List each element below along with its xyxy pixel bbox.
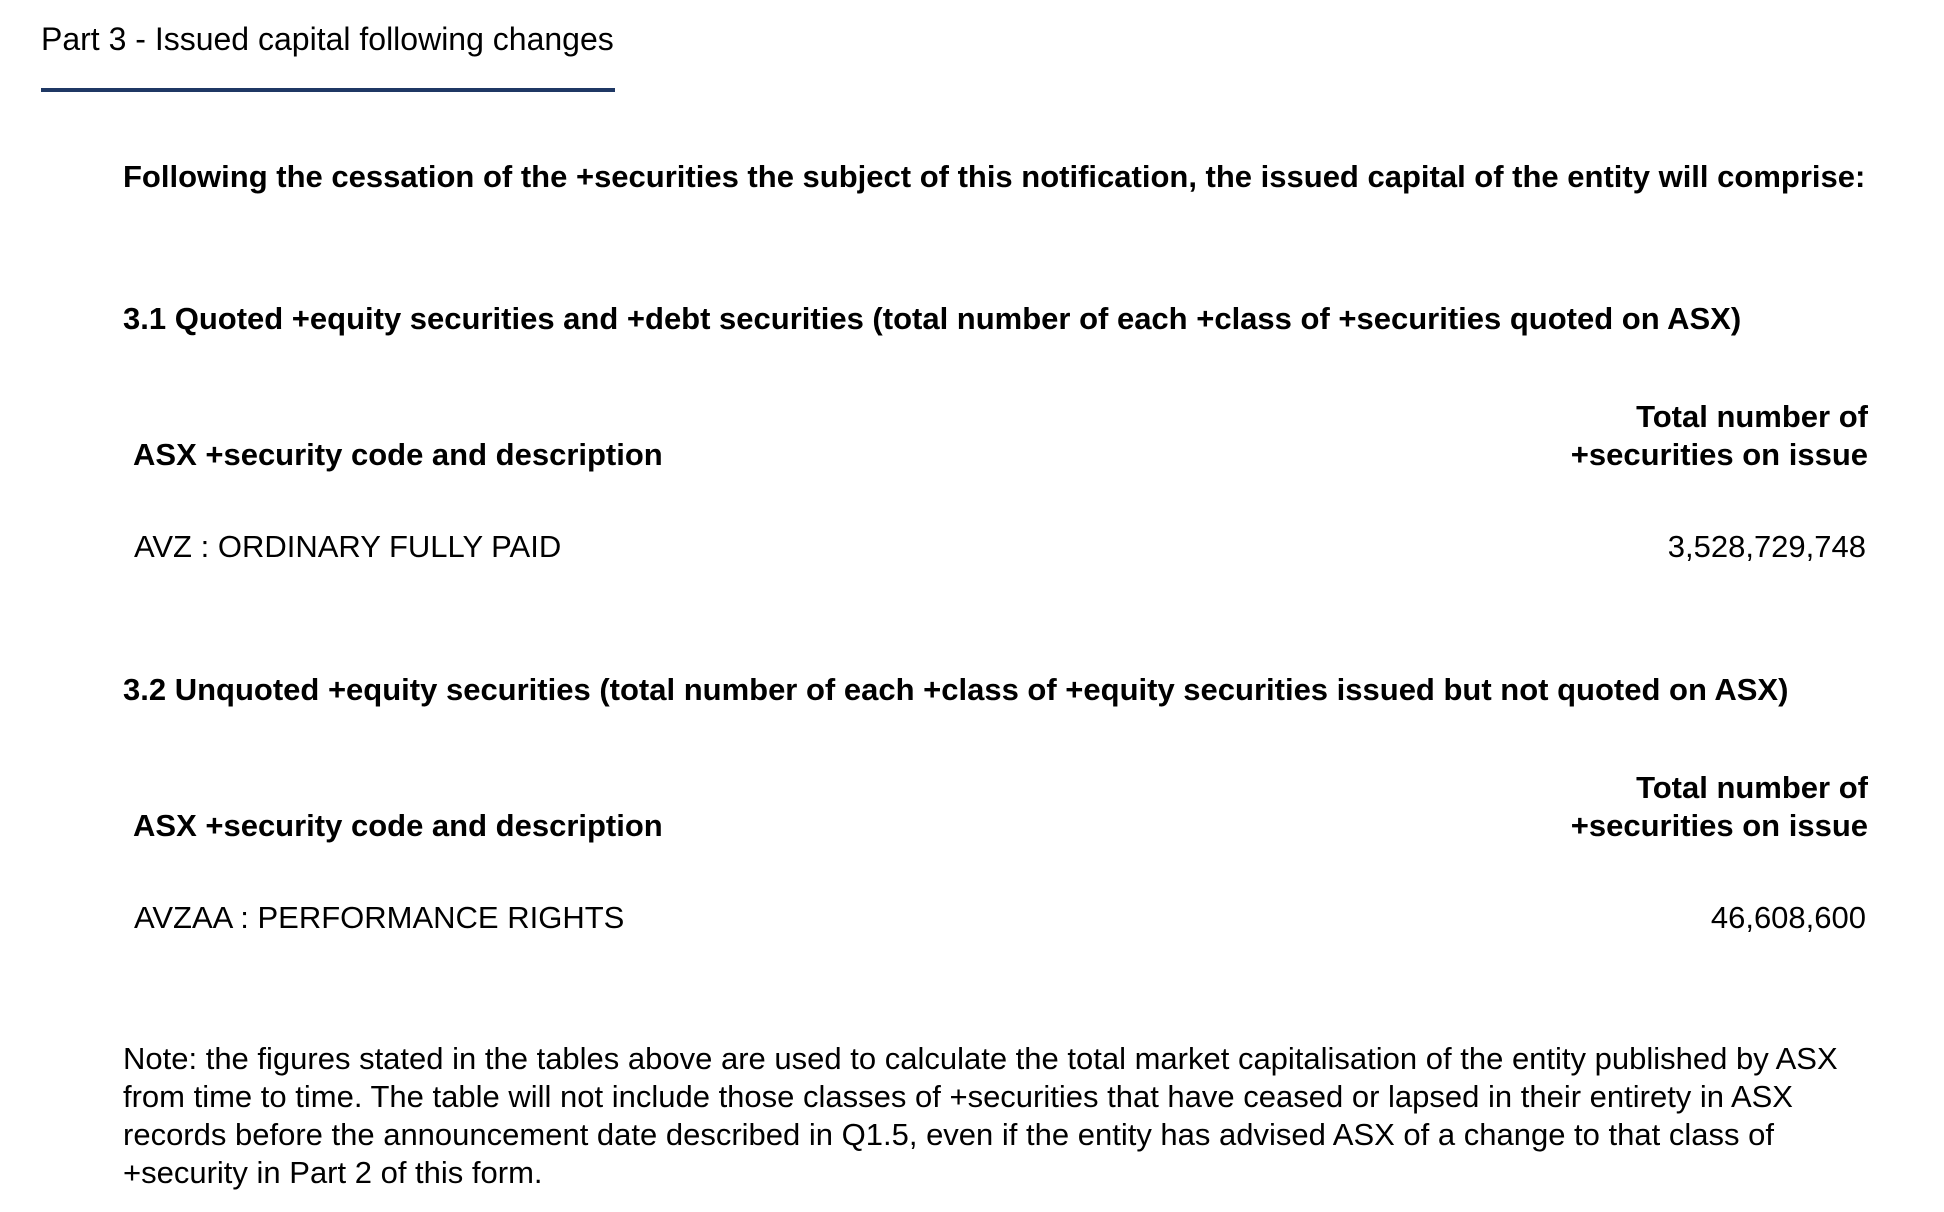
unquoted-securities-table <box>133 769 1868 938</box>
securities-total: 3,528,729,748 <box>1667 529 1866 564</box>
quoted-securities-table <box>133 398 1868 567</box>
column-header-total-line2: +securities on issue <box>1570 808 1868 843</box>
column-header-total-line1: Total number of <box>1636 399 1868 434</box>
table-header <box>133 398 1868 478</box>
table-row <box>133 898 1868 938</box>
security-description: AVZAA : PERFORMANCE RIGHTS <box>134 900 625 935</box>
column-header-total <box>1571 398 1868 474</box>
column-header-total <box>1571 769 1868 845</box>
section-3-2-heading: 3.2 Unquoted +equity securities (total number of each +class of +equity securities issued but not quoted on ASX) <box>123 672 1789 707</box>
section-3-1-heading: 3.1 Quoted +equity securities and +debt securities (total number of each +class of +securities quoted on ASX) <box>123 301 1742 336</box>
table-row <box>133 527 1868 567</box>
column-header-description: ASX +security code and description <box>133 437 663 472</box>
column-header-total-line2: +securities on issue <box>1570 437 1868 472</box>
note-text: Note: the figures stated in the tables above are used to calculate the total market capitalisation of the entity published by ASX from time to time. The table will not include those classes of +securities that have ceased or lapsed in their entirety in ASX records before the announcement date described in Q1.5, even if the entity has advised ASX of a change to that class of +security in Part 2 of this form. <box>123 1041 1838 1190</box>
part-title-underline <box>41 88 615 92</box>
security-description: AVZ : ORDINARY FULLY PAID <box>134 529 562 564</box>
table-header <box>133 769 1868 849</box>
column-header-total-line1: Total number of <box>1636 770 1868 805</box>
securities-total: 46,608,600 <box>1710 900 1866 935</box>
intro-text: Following the cessation of the +securities the subject of this notification, the issued capital of the entity will comprise: <box>123 159 1866 194</box>
column-header-description: ASX +security code and description <box>133 808 663 843</box>
part-title: Part 3 - Issued capital following changes <box>41 21 614 57</box>
